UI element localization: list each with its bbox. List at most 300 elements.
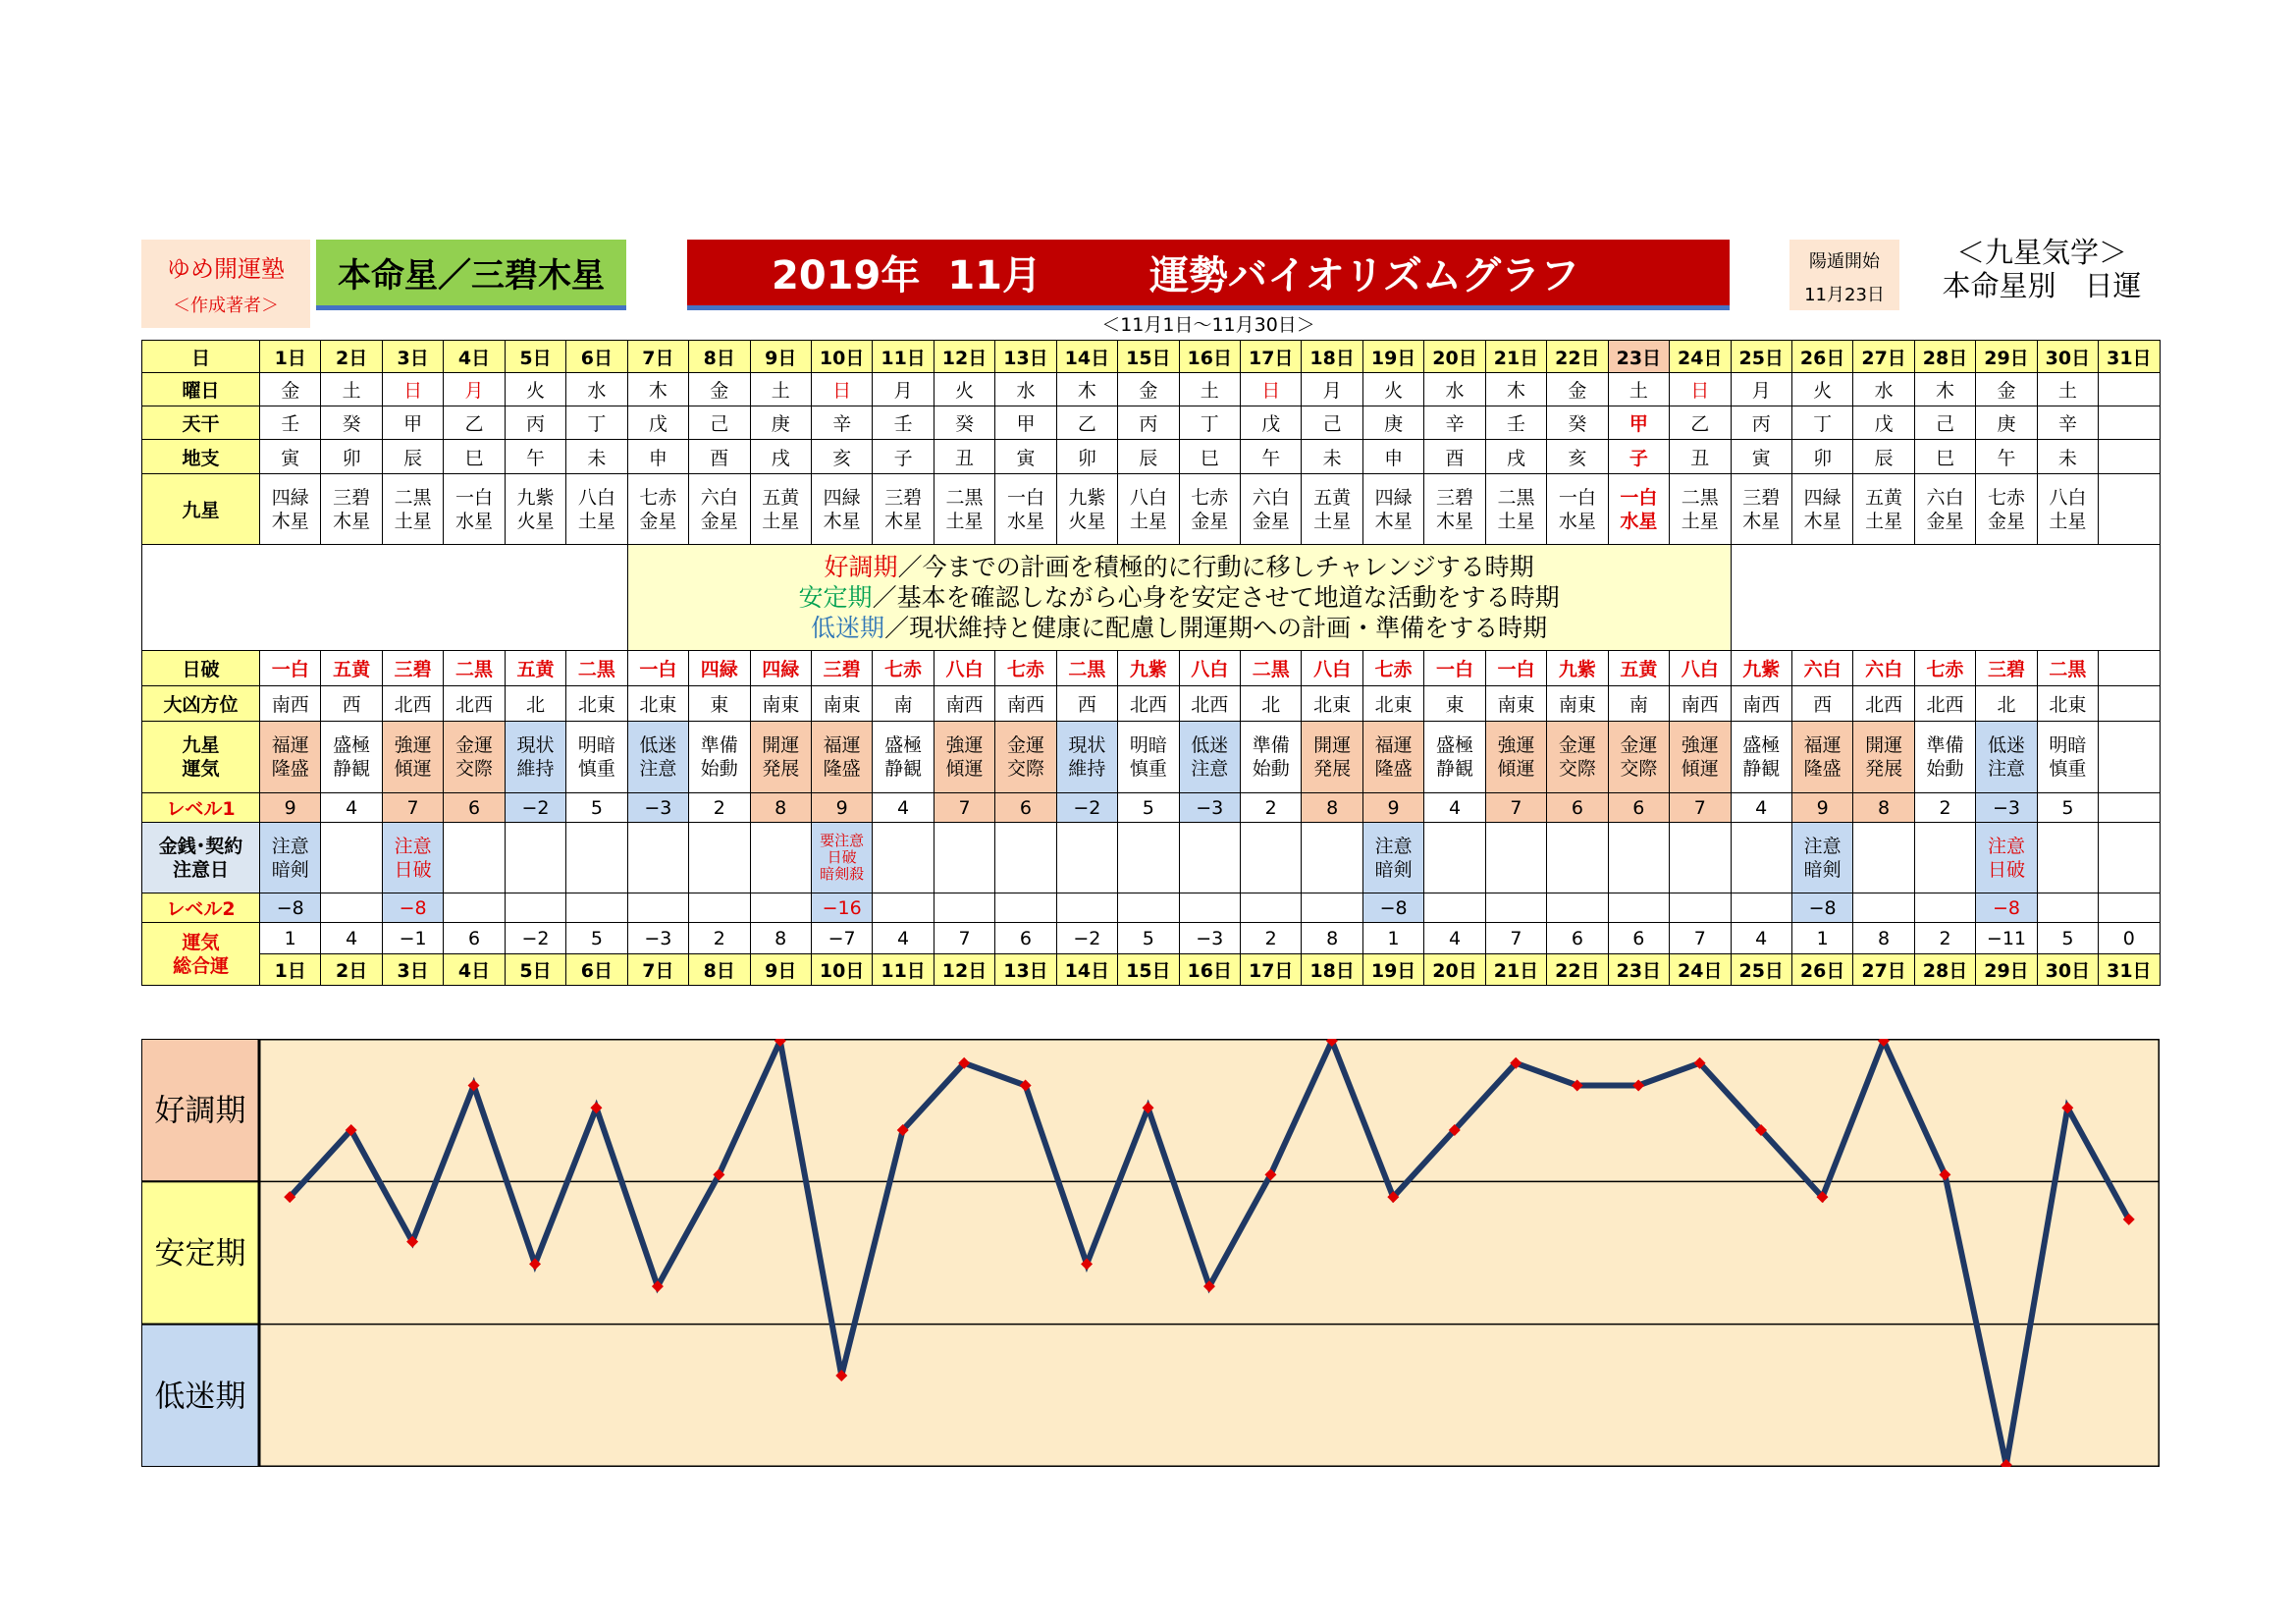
day-header-cell: 1日 — [260, 341, 321, 373]
unki-top: 盛極 — [1436, 734, 1474, 756]
nippa-row — [142, 651, 2161, 686]
unki-bottom: 隆盛 — [1374, 758, 1413, 780]
daikyo-cell: 北東 — [627, 686, 688, 722]
kyusei-cell — [750, 474, 811, 545]
row-label-money-line-2: 注意日 — [172, 858, 229, 881]
chishi-cell: 未 — [1302, 440, 1362, 474]
kyusei-star-top: 三碧 — [1742, 486, 1781, 509]
chishi-cell: 午 — [1241, 440, 1302, 474]
tenkan-cell: 癸 — [1547, 406, 1608, 440]
kyusei-cell — [566, 474, 627, 545]
day-header-cell: 2日 — [321, 341, 382, 373]
chishi-cell: 亥 — [811, 440, 872, 474]
level1-cell: 5 — [566, 793, 627, 823]
kyusei-star-bottom: 土星 — [394, 510, 432, 532]
nippa-cell: 二黒 — [1056, 651, 1117, 686]
money-cell — [566, 823, 627, 893]
unki-cell — [1670, 722, 1731, 793]
level1-cell: 9 — [811, 793, 872, 823]
level2-cell: −8 — [260, 893, 321, 923]
chishi-cell: 巳 — [1179, 440, 1240, 474]
row-label-day: 日 — [142, 341, 260, 373]
weekday-cell: 土 — [750, 373, 811, 406]
money-note-line: 日破 — [394, 858, 432, 881]
chishi-cell: 辰 — [1853, 440, 1914, 474]
tenkan-cell: 辛 — [1424, 406, 1485, 440]
daikyo-cell: 南西 — [1731, 686, 1791, 722]
kyusei-cell — [689, 474, 750, 545]
kyusei-star-bottom: 木星 — [823, 510, 861, 532]
nippa-cell: 七赤 — [1914, 651, 1975, 686]
unki-top: 準備 — [700, 734, 738, 756]
weekday-cell: 水 — [1424, 373, 1485, 406]
unki-bottom: 隆盛 — [823, 758, 861, 780]
nippa-cell: 五黄 — [505, 651, 565, 686]
total-cell: 7 — [934, 923, 994, 954]
money-cell — [1608, 823, 1669, 893]
kyusei-cell — [2037, 474, 2098, 545]
kyusei-star-bottom: 土星 — [1681, 510, 1719, 532]
nippa-cell: 五黄 — [321, 651, 382, 686]
unki-cell — [505, 722, 565, 793]
legend-row — [142, 545, 2161, 651]
day-header-cell: 25日 — [1731, 341, 1791, 373]
weekday-cell: 土 — [321, 373, 382, 406]
kyusei-cell — [1791, 474, 1852, 545]
kyusei-star-bottom: 金星 — [1987, 510, 2025, 532]
money-cell — [505, 823, 565, 893]
nippa-cell: 六白 — [1791, 651, 1852, 686]
nippa-cell: 三碧 — [811, 651, 872, 686]
kyusei-cell — [2099, 474, 2160, 545]
kyusei-star-top: 三碧 — [1436, 486, 1474, 509]
kyusei-star-bottom: 木星 — [1742, 510, 1781, 532]
row-label-chishi: 地支 — [142, 440, 260, 474]
kyusei-star-bottom: 水星 — [455, 510, 494, 532]
unki-cell — [1914, 722, 1975, 793]
day-footer-cell: 8日 — [689, 954, 750, 986]
money-cell — [1241, 823, 1302, 893]
money-cell — [873, 823, 934, 893]
daikyo-cell: 南東 — [811, 686, 872, 722]
kyusei-cell — [627, 474, 688, 545]
level2-cell — [873, 893, 934, 923]
day-header-cell: 24日 — [1670, 341, 1731, 373]
legend-line-low — [628, 613, 1731, 643]
kyusei-cell — [1424, 474, 1485, 545]
row-label-level1: レベル1 — [142, 793, 260, 823]
unki-cell — [382, 722, 443, 793]
chishi-cell: 丑 — [1670, 440, 1731, 474]
money-note-line: 注意 — [1987, 835, 2025, 857]
yoton-box — [1789, 240, 1899, 310]
chishi-cell: 子 — [1608, 440, 1669, 474]
day-header-cell: 26日 — [1791, 341, 1852, 373]
chishi-row — [142, 440, 2161, 474]
weekday-cell: 日 — [1241, 373, 1302, 406]
kyusei-star-bottom: 金星 — [1191, 510, 1229, 532]
unki-top: 金運 — [1558, 734, 1596, 756]
daikyo-cell: 南西 — [260, 686, 321, 722]
nippa-cell: 九紫 — [1118, 651, 1179, 686]
level1-cell: 2 — [689, 793, 750, 823]
author-box — [141, 240, 310, 328]
weekday-row — [142, 373, 2161, 406]
unki-top: 低迷 — [1987, 734, 2025, 756]
kyusei-star-top: 二黒 — [1681, 486, 1719, 509]
unki-top: 盛極 — [333, 734, 371, 756]
day-header-cell: 12日 — [934, 341, 994, 373]
day-footer-cell: 11日 — [873, 954, 934, 986]
unki-cell — [2099, 722, 2160, 793]
legend-box — [627, 545, 1731, 651]
nippa-cell: 六白 — [1853, 651, 1914, 686]
day-header-cell: 10日 — [811, 341, 872, 373]
chishi-cell: 卯 — [1056, 440, 1117, 474]
row-label-total-line-2: 総合運 — [172, 954, 229, 977]
chishi-cell: 午 — [1976, 440, 2037, 474]
day-header-cell: 29日 — [1976, 341, 2037, 373]
weekday-cell: 月 — [873, 373, 934, 406]
unki-top: 強運 — [1497, 734, 1535, 756]
daikyo-cell: 南 — [1608, 686, 1669, 722]
money-cell — [1485, 823, 1546, 893]
row-label-level2: レベル2 — [142, 893, 260, 923]
kyusei-cell — [1547, 474, 1608, 545]
level2-cell — [1731, 893, 1791, 923]
level2-cell — [1485, 893, 1546, 923]
kyusei-cell — [382, 474, 443, 545]
total-cell: 1 — [1791, 923, 1852, 954]
level2-cell — [1302, 893, 1362, 923]
legend-line-stable — [628, 582, 1731, 613]
day-header-cell: 15日 — [1118, 341, 1179, 373]
kyusei-title: ＜九星気学＞ — [1955, 236, 2127, 269]
chishi-cell: 申 — [1362, 440, 1423, 474]
money-cell — [1914, 823, 1975, 893]
tenkan-cell: 辛 — [811, 406, 872, 440]
nippa-cell: 一白 — [1424, 651, 1485, 686]
weekday-cell: 土 — [1608, 373, 1669, 406]
weekday-cell: 火 — [934, 373, 994, 406]
level2-cell — [1914, 893, 1975, 923]
day-header-cell: 19日 — [1362, 341, 1423, 373]
day-footer-cell: 23日 — [1608, 954, 1669, 986]
row-label-tenkan: 天干 — [142, 406, 260, 440]
kyusei-star-bottom: 水星 — [1558, 510, 1596, 532]
money-cell — [1731, 823, 1791, 893]
money-cell — [1791, 823, 1852, 893]
tenkan-cell: 丙 — [505, 406, 565, 440]
chishi-cell: 戌 — [750, 440, 811, 474]
weekday-cell: 火 — [1791, 373, 1852, 406]
kyusei-cell — [1241, 474, 1302, 545]
kyusei-row — [142, 474, 2161, 545]
unki-cell — [627, 722, 688, 793]
day-footer-cell: 16日 — [1179, 954, 1240, 986]
total-cell: 6 — [995, 923, 1056, 954]
unki-cell — [1853, 722, 1914, 793]
row-label-money-line-1: 金銭･契約 — [158, 835, 243, 857]
kyusei-subtitle: 本命星別 日運 — [1942, 269, 2142, 302]
tenkan-cell: 庚 — [750, 406, 811, 440]
kyusei-star-top: 七赤 — [1191, 486, 1229, 509]
level1-cell: 9 — [1362, 793, 1423, 823]
level2-cell: −8 — [1791, 893, 1852, 923]
kyusei-star-bottom: 火星 — [1068, 510, 1106, 532]
total-row — [142, 923, 2161, 954]
weekday-cell: 土 — [1179, 373, 1240, 406]
row-label-total — [142, 923, 260, 986]
level2-cell: −8 — [1362, 893, 1423, 923]
day-header-cell: 5日 — [505, 341, 565, 373]
day-footer-cell: 22日 — [1547, 954, 1608, 986]
total-cell: 7 — [1485, 923, 1546, 954]
total-cell: 1 — [1362, 923, 1423, 954]
kyusei-star-top: 六白 — [1926, 486, 1964, 509]
day-header-cell: 23日 — [1608, 341, 1669, 373]
money-note-line: 要注意 — [820, 832, 865, 849]
unki-bottom: 維持 — [516, 758, 555, 780]
kyusei-star-bottom: 土星 — [762, 510, 800, 532]
unki-top: 開運 — [1865, 734, 1903, 756]
kyusei-cell — [1302, 474, 1362, 545]
weekday-cell: 日 — [382, 373, 443, 406]
tenkan-cell: 丁 — [1791, 406, 1852, 440]
weekday-cell: 木 — [1485, 373, 1546, 406]
tenkan-cell: 壬 — [1485, 406, 1546, 440]
weekday-cell: 木 — [627, 373, 688, 406]
money-cell — [934, 823, 994, 893]
tenkan-row — [142, 406, 2161, 440]
level1-cell: 5 — [2037, 793, 2098, 823]
day-footer-cell: 2日 — [321, 954, 382, 986]
daikyo-cell: 北西 — [1853, 686, 1914, 722]
kyusei-star-bottom: 金星 — [700, 510, 738, 532]
level2-cell: −8 — [1976, 893, 2037, 923]
weekday-cell — [2099, 373, 2160, 406]
kyusei-star-bottom: 火星 — [516, 510, 555, 532]
kyusei-star-bottom: 土星 — [1497, 510, 1535, 532]
chishi-cell: 辰 — [1118, 440, 1179, 474]
weekday-cell: 木 — [1914, 373, 1975, 406]
chishi-cell: 巳 — [1914, 440, 1975, 474]
chishi-cell: 卯 — [1791, 440, 1852, 474]
level2-cell — [689, 893, 750, 923]
tenkan-cell: 己 — [1302, 406, 1362, 440]
kyusei-star-bottom: 土星 — [577, 510, 615, 532]
zone-label-good: 好調期 — [154, 1093, 246, 1129]
title-name: 運勢バイオリズムグラフ — [1149, 253, 1579, 298]
nippa-cell: 一白 — [260, 651, 321, 686]
money-cell — [382, 823, 443, 893]
money-note-line: 注意 — [1803, 835, 1842, 857]
total-cell: 2 — [689, 923, 750, 954]
kyusei-cell — [1362, 474, 1423, 545]
day-footer-cell: 19日 — [1362, 954, 1423, 986]
total-cell: −2 — [1056, 923, 1117, 954]
unki-cell — [934, 722, 994, 793]
level1-cell: 8 — [1853, 793, 1914, 823]
kyusei-star-top: 七赤 — [639, 486, 677, 509]
unki-top: 強運 — [394, 734, 432, 756]
nippa-cell: 一白 — [627, 651, 688, 686]
unki-bottom: 静観 — [1436, 758, 1474, 780]
legend-text-stable: ／基本を確認しながら心身を安定させて地道な活動をする時期 — [872, 583, 1560, 612]
tenkan-cell: 丁 — [1179, 406, 1240, 440]
day-header-cell: 30日 — [2037, 341, 2098, 373]
chishi-cell: 巳 — [444, 440, 505, 474]
day-footer-cell: 5日 — [505, 954, 565, 986]
tenkan-cell: 乙 — [1670, 406, 1731, 440]
kyusei-star-bottom: 土星 — [2049, 510, 2087, 532]
kyusei-star-bottom: 木星 — [1803, 510, 1842, 532]
kyusei-star-bottom: 木星 — [333, 510, 371, 532]
kyusei-cell — [873, 474, 934, 545]
daikyo-cell: 南東 — [1547, 686, 1608, 722]
chishi-cell: 戌 — [1485, 440, 1546, 474]
level1-cell: −2 — [1056, 793, 1117, 823]
kyusei-star-bottom: 木星 — [1436, 510, 1474, 532]
level2-cell — [1853, 893, 1914, 923]
kyusei-star-top: 五黄 — [1313, 486, 1352, 509]
weekday-cell: 火 — [505, 373, 565, 406]
row-label-nippa: 日破 — [142, 651, 260, 686]
money-cell — [444, 823, 505, 893]
level2-cell — [1670, 893, 1731, 923]
unki-bottom: 傾運 — [1497, 758, 1535, 780]
tenkan-cell: 乙 — [444, 406, 505, 440]
kyusei-star-top: 七赤 — [1987, 486, 2025, 509]
tenkan-cell: 壬 — [260, 406, 321, 440]
kyusei-star-top: 五黄 — [762, 486, 800, 509]
daikyo-cell: 南西 — [1670, 686, 1731, 722]
unki-bottom: 慎重 — [577, 758, 615, 780]
level1-cell: 4 — [1424, 793, 1485, 823]
kyusei-star-top: 二黒 — [1497, 486, 1535, 509]
money-cell — [1424, 823, 1485, 893]
nippa-cell: 九紫 — [1731, 651, 1791, 686]
legend-name-low: 低迷期 — [811, 614, 885, 642]
day-footer-cell: 9日 — [750, 954, 811, 986]
day-footer-cell: 7日 — [627, 954, 688, 986]
level1-cell: 4 — [1731, 793, 1791, 823]
money-cell — [1853, 823, 1914, 893]
level1-cell: 2 — [1914, 793, 1975, 823]
weekday-cell: 金 — [1118, 373, 1179, 406]
total-cell: 8 — [1302, 923, 1362, 954]
day-header-cell: 20日 — [1424, 341, 1485, 373]
kyusei-star-bottom: 水星 — [1006, 510, 1044, 532]
level1-cell: −3 — [1976, 793, 2037, 823]
day-footer-cell: 4日 — [444, 954, 505, 986]
daikyo-cell: 南東 — [1485, 686, 1546, 722]
chishi-cell: 辰 — [382, 440, 443, 474]
unki-cell — [811, 722, 872, 793]
unki-top: 明暗 — [577, 734, 615, 756]
weekday-cell: 日 — [811, 373, 872, 406]
unki-top: 明暗 — [1129, 734, 1167, 756]
day-header-cell: 22日 — [1547, 341, 1608, 373]
kyusei-star-top: 九紫 — [1068, 486, 1106, 509]
day-footer-cell: 28日 — [1914, 954, 1975, 986]
nippa-cell: 七赤 — [995, 651, 1056, 686]
chishi-cell: 寅 — [995, 440, 1056, 474]
day-footer-cell: 3日 — [382, 954, 443, 986]
day-header-cell: 16日 — [1179, 341, 1240, 373]
unki-bottom: 発展 — [1865, 758, 1903, 780]
date-range: ＜11月1日～11月30日＞ — [1101, 314, 1315, 336]
kyusei-cell — [1485, 474, 1546, 545]
chishi-cell: 未 — [566, 440, 627, 474]
money-note-line: 日破 — [827, 848, 857, 866]
yoton-label: 陽遁開始 — [1809, 251, 1880, 272]
total-cell: 4 — [1731, 923, 1791, 954]
weekday-cell: 土 — [2037, 373, 2098, 406]
money-cell — [1547, 823, 1608, 893]
kyusei-cell — [811, 474, 872, 545]
unki-top: 盛極 — [1742, 734, 1781, 756]
total-cell: 0 — [2099, 923, 2160, 954]
daikyo-cell: 西 — [321, 686, 382, 722]
level1-cell: −3 — [1179, 793, 1240, 823]
kyusei-star-top: 八白 — [2049, 486, 2087, 509]
total-cell: 1 — [260, 923, 321, 954]
chishi-cell: 未 — [2037, 440, 2098, 474]
day-header-row — [142, 341, 2161, 373]
level2-cell: −8 — [382, 893, 443, 923]
nippa-cell: 三碧 — [382, 651, 443, 686]
nippa-cell: 八白 — [934, 651, 994, 686]
legend-text-low: ／現状維持と健康に配慮し開運期への計画・準備をする時期 — [884, 614, 1548, 642]
tenkan-cell: 癸 — [934, 406, 994, 440]
tenkan-cell: 壬 — [873, 406, 934, 440]
level1-cell: 8 — [750, 793, 811, 823]
level2-cell — [1118, 893, 1179, 923]
money-cell — [1976, 823, 2037, 893]
kyusei-cell — [934, 474, 994, 545]
unki-top: 明暗 — [2049, 734, 2087, 756]
unki-cell — [2037, 722, 2098, 793]
day-header-cell: 8日 — [689, 341, 750, 373]
nippa-cell: 二黒 — [444, 651, 505, 686]
total-cell: 6 — [1608, 923, 1669, 954]
unki-cell — [1362, 722, 1423, 793]
kyusei-star-bottom: 土星 — [945, 510, 984, 532]
nippa-cell: 九紫 — [1547, 651, 1608, 686]
unki-top: 福運 — [1374, 734, 1413, 756]
day-header-cell: 31日 — [2099, 341, 2160, 373]
weekday-cell: 金 — [689, 373, 750, 406]
nippa-cell: 二黒 — [2037, 651, 2098, 686]
day-footer-cell: 31日 — [2099, 954, 2160, 986]
unki-bottom: 注意 — [1191, 758, 1229, 780]
day-footer-cell: 6日 — [566, 954, 627, 986]
unki-bottom: 傾運 — [1681, 758, 1719, 780]
kyusei-star-bottom: 土星 — [1313, 510, 1352, 532]
weekday-cell: 金 — [260, 373, 321, 406]
unki-bottom: 発展 — [1313, 758, 1352, 780]
daikyo-cell: 北東 — [2037, 686, 2098, 722]
unki-cell — [1731, 722, 1791, 793]
money-cell — [995, 823, 1056, 893]
kyusei-star-bottom: 金星 — [1926, 510, 1964, 532]
unki-bottom: 傾運 — [394, 758, 432, 780]
money-cell — [1179, 823, 1240, 893]
unki-top: 開運 — [762, 734, 800, 756]
kyusei-heading — [1924, 236, 2160, 314]
row-label-money — [142, 823, 260, 893]
